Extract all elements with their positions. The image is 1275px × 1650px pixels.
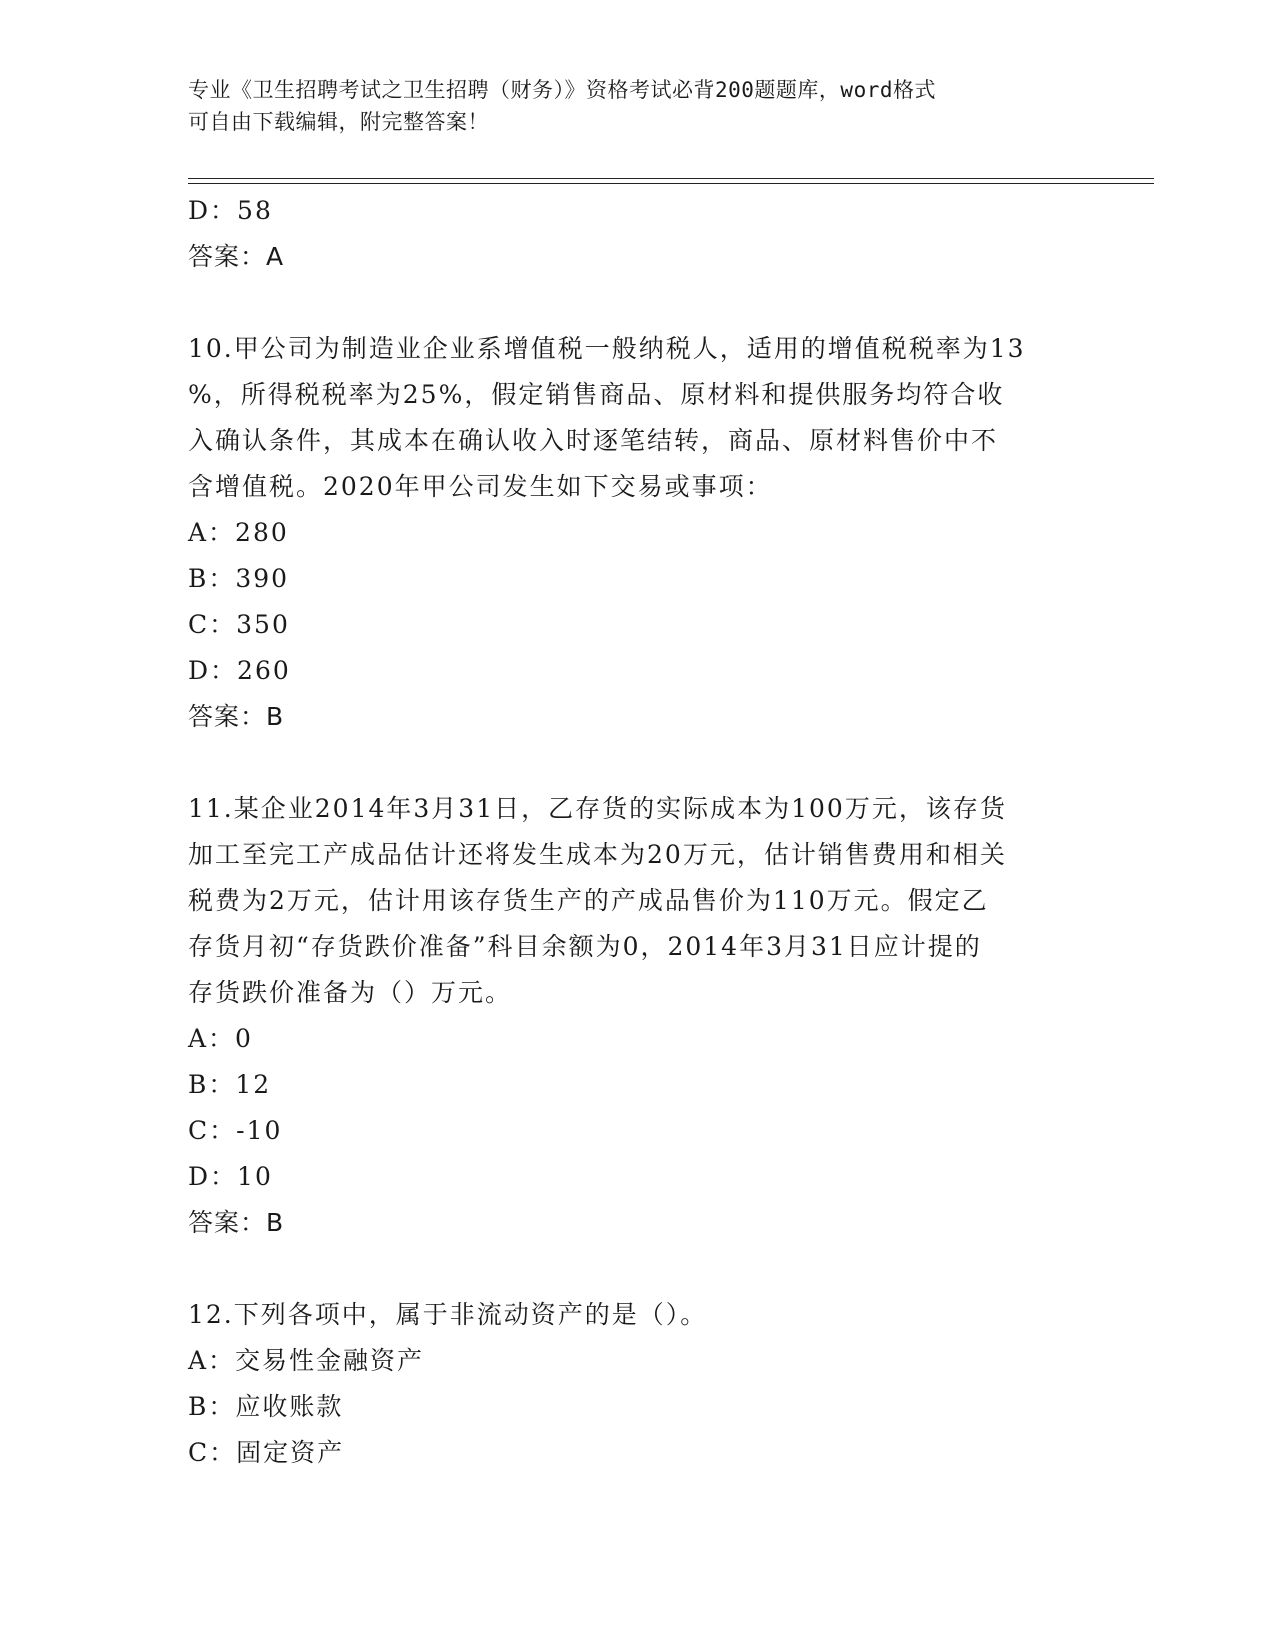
header-line-2: 可自由下载编辑，附完整答案！: [188, 110, 489, 134]
question-11-text: [188, 786, 1068, 1016]
question-12-option-a: A：交易性金融资产: [188, 1346, 425, 1375]
prev-option-d: D：58: [188, 196, 273, 225]
question-10-text: [188, 326, 1068, 510]
header-divider-bottom: [188, 183, 1154, 184]
prev-answer: 答案：A: [188, 242, 285, 271]
header-line-1: 专业《卫生招聘考试之卫生招聘（财务）》资格考试必背200题题库，word格式: [188, 78, 936, 102]
question-11-line: 加工至完工产成品估计还将发生成本为20万元，估计销售费用和相关: [188, 840, 1007, 869]
question-11-line: 税费为2万元，估计用该存货生产的产成品售价为110万元。假定乙: [188, 886, 989, 915]
question-10-line: 入确认条件，其成本在确认收入时逐笔结转，商品、原材料售价中不: [188, 426, 999, 455]
question-10-option-d: D：260: [188, 656, 291, 685]
spacer: [188, 280, 1088, 326]
question-10-option-c: C：350: [188, 610, 290, 639]
question-10-line: 含增值税。2020年甲公司发生如下交易或事项：: [188, 472, 773, 501]
document-header: [188, 74, 1078, 138]
document-body: [188, 188, 1088, 1476]
question-11-option-d: D：10: [188, 1162, 273, 1191]
header-divider-top: [188, 178, 1154, 179]
question-10-option-a: A：280: [188, 518, 289, 547]
question-11-option-c: C：-10: [188, 1116, 283, 1145]
question-11-line: 存货月初“存货跌价准备”科目余额为0，2014年3月31日应计提的: [188, 932, 982, 961]
question-12-option-c: C：固定资产: [188, 1438, 345, 1467]
question-10-option-b: B：390: [188, 564, 290, 593]
question-10-answer: 答案：B: [188, 702, 285, 731]
question-12-text: [188, 1292, 1068, 1338]
question-11-line: 11.某企业2014年3月31日，乙存货的实际成本为100万元，该存货: [188, 794, 1007, 823]
question-11-answer: 答案：B: [188, 1208, 285, 1237]
question-11-line: 存货跌价准备为（）万元。: [188, 978, 513, 1007]
spacer: [188, 1246, 1088, 1292]
question-11-option-a: A：0: [188, 1024, 253, 1053]
question-10-line: 10.甲公司为制造业企业系增值税一般纳税人，适用的增值税税率为13: [188, 334, 1026, 363]
question-12-line: 12.下列各项中，属于非流动资产的是（）。: [188, 1300, 708, 1329]
question-10-line: %，所得税税率为25%，假定销售商品、原材料和提供服务均符合收: [188, 380, 1005, 409]
question-11-option-b: B：12: [188, 1070, 272, 1099]
spacer: [188, 740, 1088, 786]
question-12-option-b: B：应收账款: [188, 1392, 344, 1421]
